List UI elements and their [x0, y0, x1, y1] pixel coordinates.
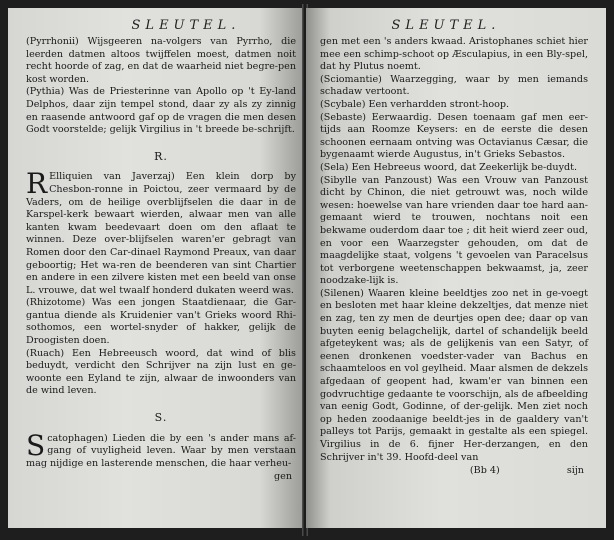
catchword-left: gen [274, 471, 292, 483]
section-letter-s: S. [154, 411, 168, 425]
glossary-entry: (Pyrrhonii) Wijsgeeren na-volgers van Pyrrho, die leerden datmen altoos twijffelen moest, datmen noit recht hoorde of zag, en dat de waarheid niet begre-pen kost worden. [26, 36, 296, 85]
drop-cap: S [26, 428, 46, 462]
glossary-entry: (Ruach) Een Hebreeusch woord, dat wind of blis beduydt, verdicht den Schrijver na zijn lust en ge-woonte een Eyland te zijn, alwaar de inwoonders van de wind leven. [26, 347, 296, 397]
running-head-left: SLEUTEL. [131, 18, 241, 33]
glossary-entry: (Sela) Een Hebreeus woord, dat Zeekerlijk be-duydt. [320, 161, 578, 173]
right-text-block [320, 36, 588, 478]
section-letter-r: R. [154, 149, 168, 163]
glossary-entry-dropcap [26, 428, 296, 471]
glossary-entry-text: Elliquien van Javerzaj) Een klein dorp by Chesbon-ronne in Poictou, zeer vermaard by de Vaders, om de heilige overblijfselen die daar in de Karspel-kerk bewaart wierden, alwaar men van alle kanten kwam beedevaart doen om den aflaat te winnen. Deze over-blijfselen waren'er gebragt van Romen door den Car-dinael Raymond Preaux, van daar geboortig; Het wa-ren de beenderen van sint Chartier en andere in een zilvere kisten met een beeld van onse L. vrouwe, dat wel twaalf honderd dukaten weerd was. [26, 171, 296, 296]
drop-cap: R [26, 167, 48, 201]
page-footer [320, 465, 588, 478]
glossary-entry: gen met een 's anders kwaad. Aristophanes schiet hier mee een schimp-schoot op Æsculapius, in een Bly-spel, dat hy Plutus noemt. [320, 36, 588, 73]
glossary-entry: (Scybale) Een verhardden stront-hoop. [320, 98, 510, 110]
signature-mark: (Bb 4) [469, 465, 500, 477]
glossary-entry: (Silenen) Waaren kleine beeldtjes zoo net in ge-voegt en besloten met haar kleine dekzeltjes, dat menze niet en zag, ten zy men de deurtjes open dee; daar op van buyten eenig belagchelijk, dartel of schandelijk beeld afgeteykent was; als de gelijkenis van een Satyr, of eenen dronkenen voedster-vader van Bachus en schaamteloos en vol geylheid. Maar alsmen de dekzels afgedaan of geopent had, kwam'er van binnen een godvruchtige gedaante te voorschijn, als de afbeelding van eenig Godt, Godinne, of der-gelijk. Men ziet noch op heden zoodaanige beeldt-jes in de gaaldery van't palleys tot Parijs, gemaakt in gestalte als een spiegel. Virgilius in de 6. fijner Her-derzangen, en den Schrijver in't 39. Hoofd-deel van [320, 287, 588, 463]
left-page [8, 8, 304, 528]
left-text-block [26, 36, 296, 484]
glossary-entry: (Rhizotome) Was een jongen Staatdienaar, die Gar-gantua diende als Kruidenier van't Grieks woord Rhi-sothomos, een wortel-snyder of hakker, gelijk de Droogisten doen. [26, 297, 296, 347]
glossary-entry: (Sebaste) Eerwaardig. Desen toenaam gaf men eer-tijds aan Roomze Keysers: en de eerste die desen schoonen eernaam ontving was Octavianus Cæsar, die bygenaamt wierde Augustus, in't Grieks Sebastos. [320, 111, 588, 161]
glossary-entry: (Pythia) Was de Priesterinne van Apollo op 't Ey-land Delphos, daar zijn tempel stond, daar zy als zy zinnig en raasende antwoord gaf op de vragen die men desen Godt voorstelde; gelijk Virgilius in 't breede be-schrijft. [26, 86, 296, 136]
right-page [306, 8, 606, 528]
glossary-entry: (Sciomantie) Waarzegging, waar by men iemands schadaw vertoont. [320, 73, 588, 98]
catchword-right: sijn [566, 465, 584, 477]
glossary-entry-text: catophagen) Lieden die by een 's ander mans af-gang of vuyligheid leven. Waar by men verstaan mag nijdige en lasterende menschen, die haar verheu- [26, 432, 296, 469]
glossary-entry: (Sibylle van Panzoust) Was een Vrouw van Panzoust dicht by Chinon, die niet getrouwt was, noch wilde wesen: hoewelse van hare vrienden daar toe hard aan-gemaant wierd te trouwen, nochtans noit een bekwame ouderdom daar toe ; dit heit wierd zeer oud, en voor een Waarzegster gehouden, om dat de maagdelijke staat, volgens 't gevoelen van Paracelsus tot verborgene weetenschappen bekwaamst, ja, zeer noodzake-lijk is. [320, 174, 588, 287]
glossary-entry-dropcap [26, 167, 296, 297]
running-head-right: SLEUTEL. [391, 18, 501, 33]
